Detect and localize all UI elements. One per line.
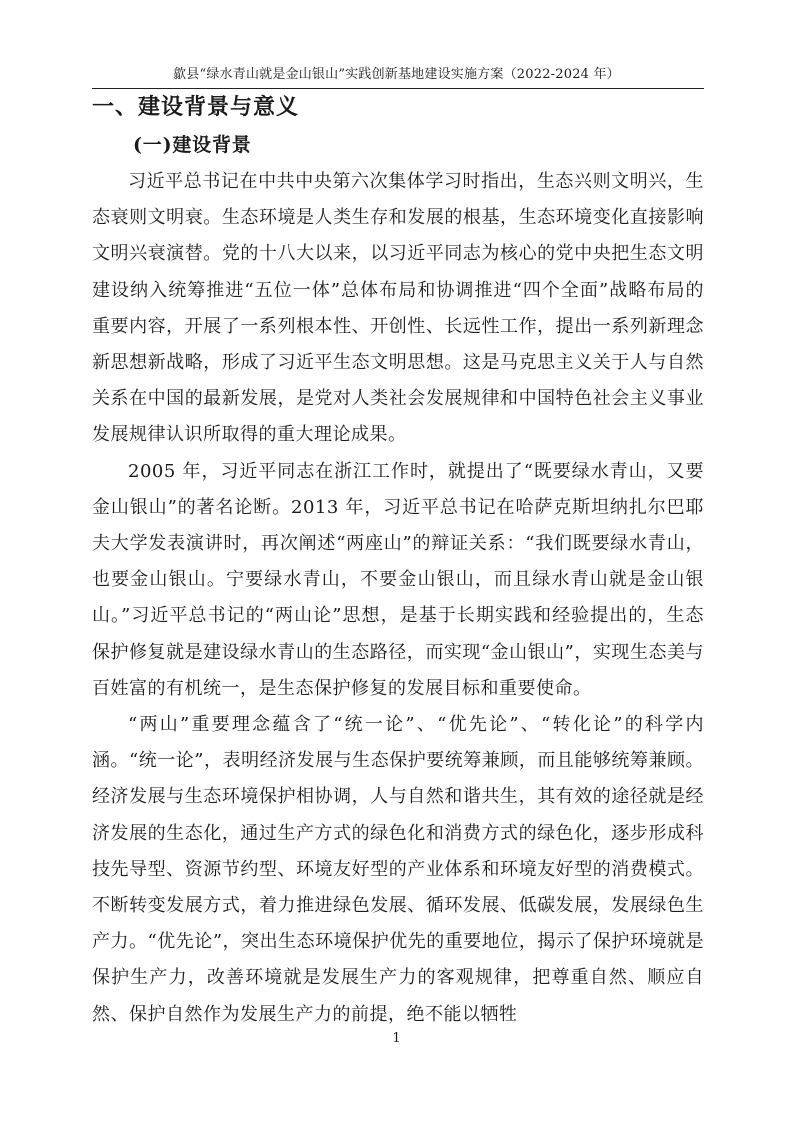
- paragraph: “两山”重要理念蕴含了“统一论”、“优先论”、“转化论”的科学内涵。“统一论”，表明经济发展与生态保护要统筹兼顾，而且能够统筹兼顾。经济发展与生态环境保护相协调，人与自然和谐共生，其有效的途径就是经济发展的生态化，通过生产方式的绿色化和消费方式的绿色化，逐步形成科技先导型、资源节约型、环境友好型的产业体系和环境友好型的消费模式。不断转变发展方式，着力推进绿色发展、循环发展、低碳发展，发展绿色生产力。“优先论”，突出生态环境保护优先的重要地位，揭示了保护环境就是保护生产力，改善环境就是发展生产力的客观规律，把尊重自然、顺应自然、保护自然作为发展生产力的前提，绝不能以牺牲: [92, 714, 704, 1025]
- paragraph: 习近平总书记在中共中央第六次集体学习时指出，生态兴则文明兴，生态衰则文明衰。生态环境是人类生存和发展的根基，生态环境变化直接影响文明兴衰演替。党的十八大以来，以习近平同志为核心的党中央把生态文明建设纳入统筹推进“五位一体”总体布局和协调推进“四个全面”战略布局的重要内容，开展了一系列根本性、开创性、长远性工作，提出一系列新理念新思想新战略，形成了习近平生态文明思想。这是马克思主义关于人与自然关系在中国的最新发展，是党对人类社会发展规律和中国特色社会主义事业发展规律认识所取得的重大理论成果。: [92, 171, 704, 446]
- page-number: 1: [392, 1031, 401, 1046]
- paragraph: 2005 年，习近平同志在浙江工作时，就提出了“既要绿水青山，又要金山银山”的著名论断。2013 年，习近平总书记在哈萨克斯坦纳扎尔巴耶夫大学发表演讲时，再次阐述“两座山”的辩证关系：“我们既要绿水青山，也要金山银山。宁要绿水青山，不要金山银山，而且绿水青山就是金山银山。”习近平总书记的“两山论”思想，是基于长期实践和经验提出的，生态保护修复就是建设绿水青山的生态路径，而实现“金山银山”，实现生态美与百姓富的有机统一，是生态保护修复的发展目标和重要使命。: [92, 460, 704, 699]
- section-heading: 一、建设背景与意义: [92, 95, 300, 120]
- body-text: [92, 164, 704, 1033]
- subsection-heading: (一)建设背景: [133, 134, 252, 156]
- running-header: 歙县“绿水青山就是金山银山”实践创新基地建设实施方案（2022-2024 年）: [173, 67, 620, 82]
- header-rule: [92, 88, 704, 89]
